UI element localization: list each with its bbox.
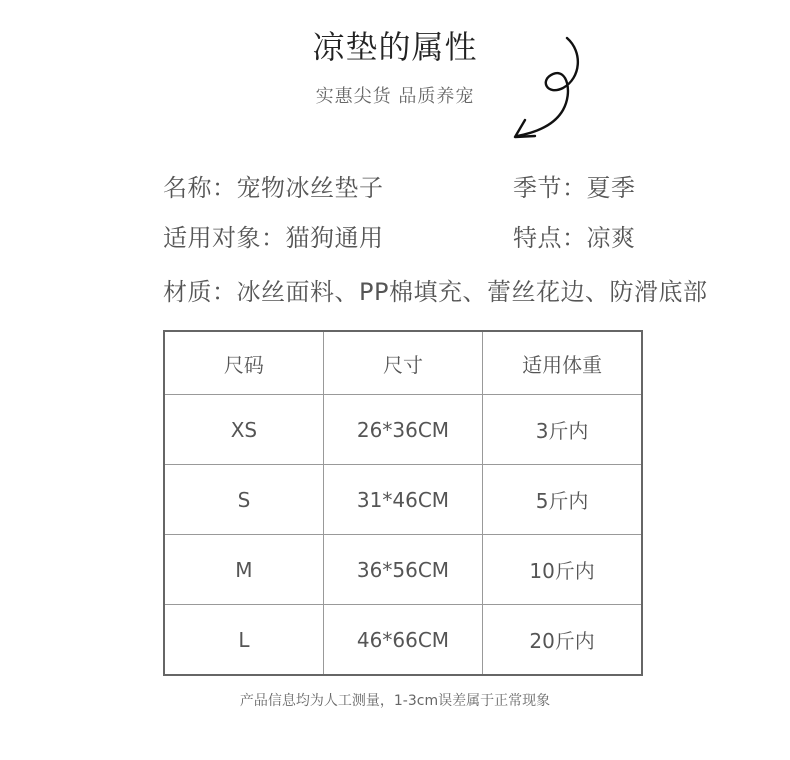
cell-dimension: 26*36CM	[323, 395, 482, 465]
footnote: 产品信息均为人工测量，1-3cm误差属于正常现象	[239, 693, 551, 709]
cell-weight: 3斤内	[483, 395, 642, 465]
table-row	[164, 535, 642, 605]
cell-size: M	[164, 535, 323, 605]
cell-dimension: 31*46CM	[323, 465, 482, 535]
header-cell-size: 尺码	[164, 331, 323, 395]
page-title: 凉垫的属性	[312, 28, 478, 66]
cell-weight: 5斤内	[483, 465, 642, 535]
attr-feature: 特点：凉爽	[513, 224, 636, 252]
cell-dimension: 36*56CM	[323, 535, 482, 605]
size-table	[163, 330, 643, 676]
table-row	[164, 395, 642, 465]
attr-name: 名称：宠物冰丝垫子	[163, 174, 384, 202]
cell-size: L	[164, 605, 323, 676]
table-row	[164, 465, 642, 535]
cell-size: S	[164, 465, 323, 535]
cell-dimension: 46*66CM	[323, 605, 482, 676]
cell-size: XS	[164, 395, 323, 465]
attr-use: 适用对象：猫狗通用	[163, 224, 384, 252]
header-cell-weight: 适用体重	[483, 331, 642, 395]
cell-weight: 20斤内	[483, 605, 642, 676]
table-header-row	[164, 331, 642, 395]
attr-material: 材质：冰丝面料、PP棉填充、蕾丝花边、防滑底部	[163, 278, 708, 306]
cell-weight: 10斤内	[483, 535, 642, 605]
page-subtitle: 实惠尖货 品质养宠	[315, 86, 475, 107]
attr-season: 季节：夏季	[513, 174, 636, 202]
header-cell-dimension: 尺寸	[323, 331, 482, 395]
curly-arrow-icon	[505, 30, 595, 150]
table-row	[164, 605, 642, 676]
